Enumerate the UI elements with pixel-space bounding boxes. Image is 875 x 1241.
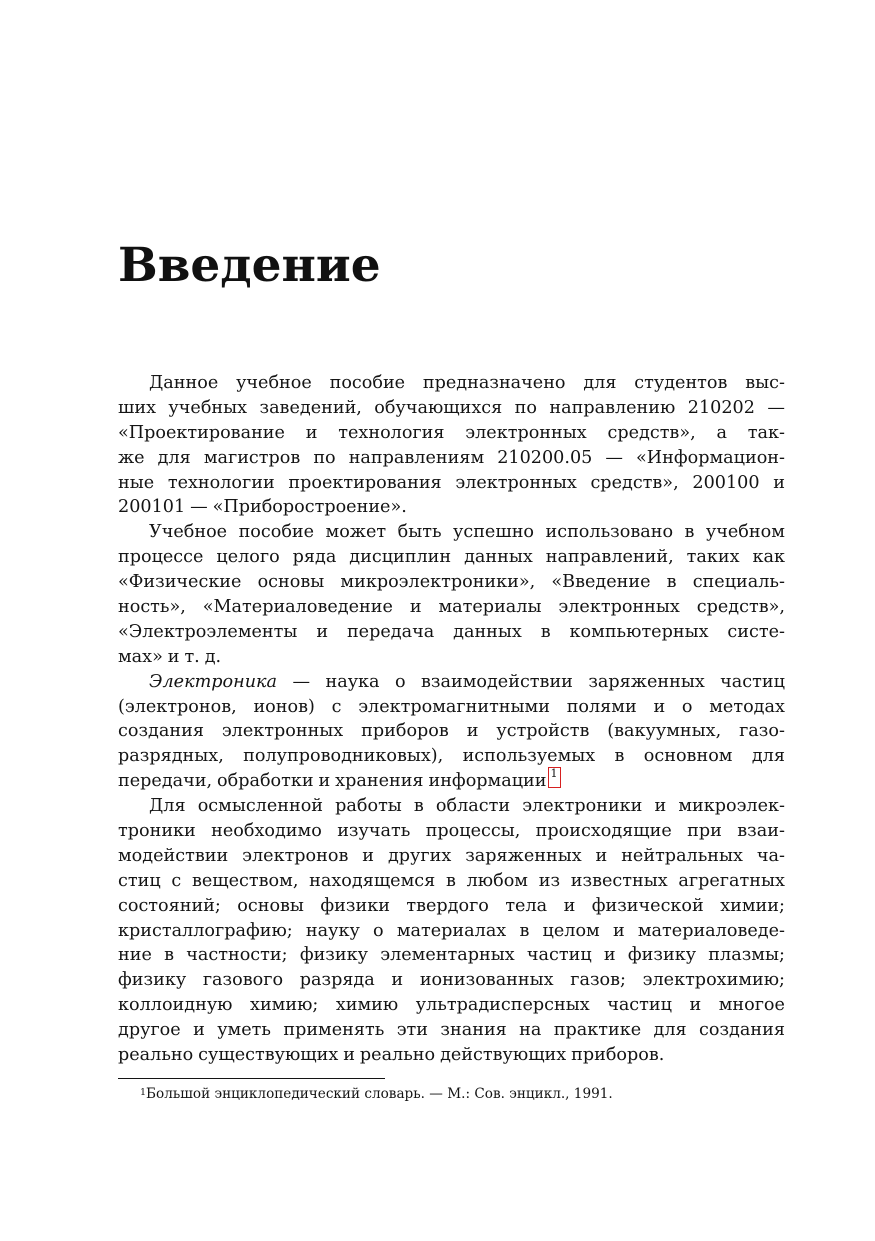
text-line: Учебное пособие может быть успешно использовано в учебном: [149, 522, 785, 543]
footnote-number: 1: [140, 1087, 147, 1098]
paragraph: [118, 670, 785, 794]
text-line: ность», «Материаловедение и материалы электронных средств»,: [118, 597, 785, 618]
text-line: же для магистров по направлениям 210200.05 — «Информацион-: [118, 447, 785, 468]
footnote-divider: [118, 1078, 385, 1079]
text-line: создания электронных приборов и устройств (вакуумных, газо-: [118, 721, 785, 742]
paragraph: [118, 371, 785, 520]
paragraph: [118, 794, 785, 1068]
footnote: [140, 1084, 613, 1104]
text-line: процессе целого ряда дисциплин данных направлений, таких как: [118, 547, 785, 568]
text-line: «Электроэлементы и передача данных в компьютерных систе-: [118, 621, 785, 642]
text-line: реально существующих и реально действующих приборов.: [118, 1045, 665, 1066]
text-line: «Проектирование и технология электронных средств», а так-: [118, 422, 785, 443]
text-line: 200101 — «Приборостроение».: [118, 497, 407, 518]
text-line: коллоидную химию; химию ультрадисперсных частиц и многое: [118, 995, 785, 1016]
body-text: [118, 371, 785, 1068]
text-line: Для осмысленной работы в области электроники и микроэлек-: [149, 796, 785, 817]
text-line: другое и уметь применять эти знания на практике для создания: [118, 1020, 785, 1041]
text-line: Данное учебное пособие предназначено для студентов выс-: [149, 373, 785, 393]
text-line: передачи, обработки и хранения информации 1: [118, 769, 785, 794]
text-line: ших учебных заведений, обучающихся по направлению 210202 —: [118, 397, 785, 418]
text-line: модействии электронов и других заряженных и нейтральных ча-: [118, 845, 785, 866]
text-line: Электроника — наука о взаимодействии заряженных частиц: [118, 670, 785, 695]
footnote-text: Большой энциклопедический словарь. — М.: Сов. энцикл., 1991.: [146, 1086, 613, 1102]
text-line: троники необходимо изучать процессы, происходящие при взаи-: [118, 821, 785, 842]
footnote-link[interactable]: 1: [548, 767, 561, 788]
text-line: физику газового разряда и ионизованных газов; электрохимию;: [118, 970, 785, 991]
text-line: мах» и т. д.: [118, 646, 222, 667]
text-line: (электронов, ионов) с электромагнитными полями и о методах: [118, 696, 785, 717]
chapter-title: Введение: [118, 238, 381, 293]
paragraph: [118, 520, 785, 669]
text-line: ние в частности; физику элементарных частиц и физику плазмы;: [118, 945, 785, 966]
term-emphasis: Электроника: [149, 671, 278, 692]
text-line: разрядных, полупроводниковых), используемых в основном для: [118, 746, 785, 767]
text-line: кристаллографию; науку о материалах в целом и материаловеде-: [118, 920, 785, 941]
text-line: «Физические основы микроэлектроники», «Введение в специаль-: [118, 572, 785, 593]
text-line: стиц с веществом, находящемся в любом из известных агрегатных: [118, 870, 785, 891]
text-line: состояний; основы физики твердого тела и физической химии;: [118, 895, 785, 916]
text-line: ные технологии проектирования электронных средств», 200100 и: [118, 472, 785, 493]
